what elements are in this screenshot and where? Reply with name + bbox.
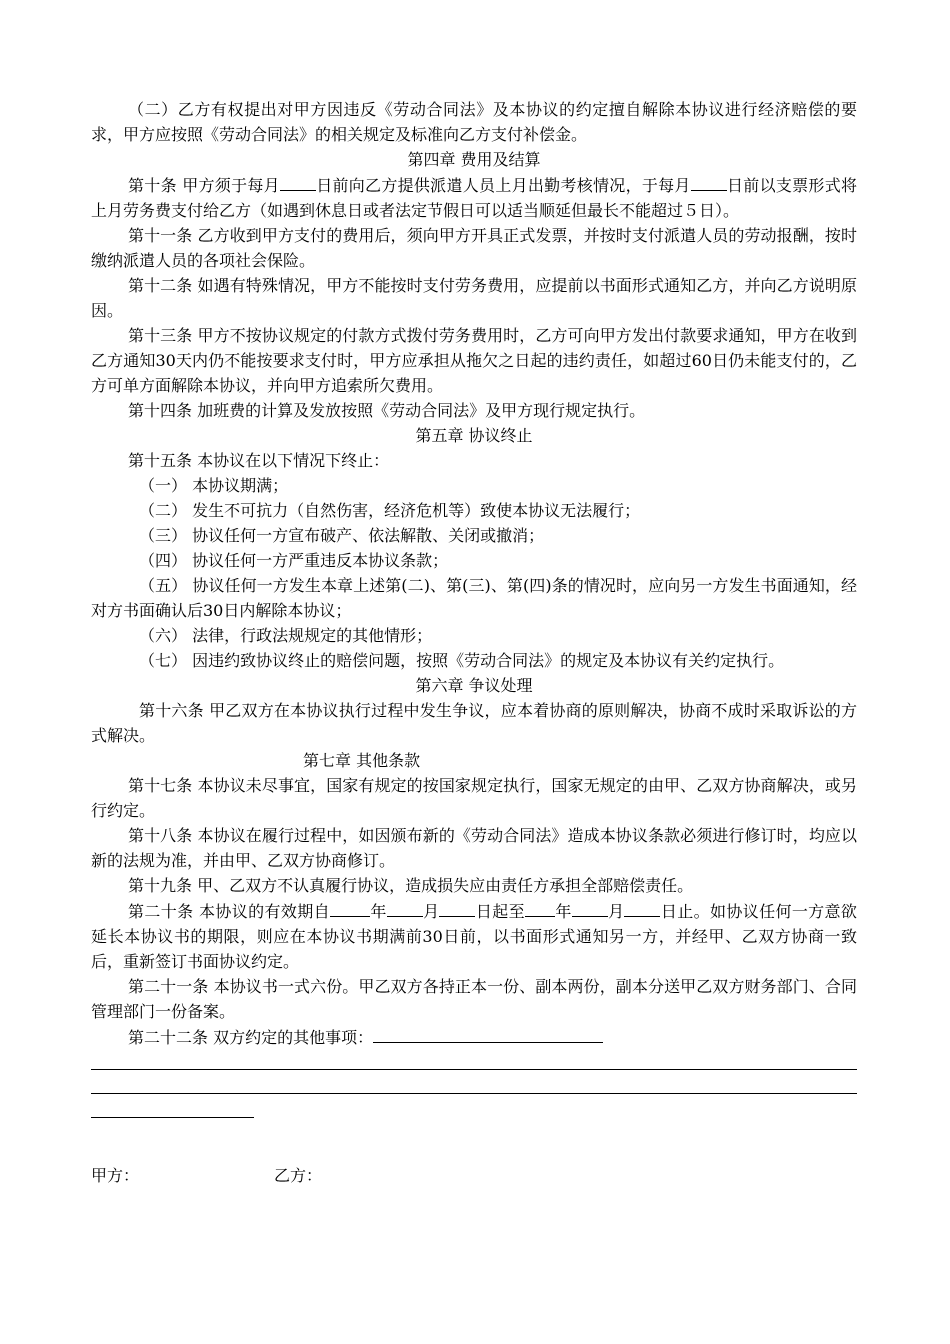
article-12: 第十二条 如遇有特殊情况，甲方不能按时支付劳务费用，应提前以书面形式通知乙方，并向乙方说明原因。 [91, 276, 857, 320]
article-15: 第十五条 本协议在以下情况下终止： [128, 451, 390, 470]
document-page [91, 97, 857, 1188]
paragraph-2-compensation: （二）乙方有权提出对甲方因违反《劳动合同法》及本协议的约定擅自解除本协议进行经济赔偿的要求，甲方应按照《劳动合同法》的相关规定及标准向乙方支付补偿金。 [91, 100, 857, 144]
clause-6: （六） 法律，行政法规规定的其他情形； [139, 626, 433, 645]
article-13: 第十三条 甲方不按协议规定的付款方式拨付劳务费用时，乙方可向甲方发出付款要求通知，甲方在收到乙方通知30天内仍不能按要求支付时，甲方应承担从拖欠之日起的违约责任，如超过60日仍未能支付的，乙方可单方面解除本协议，并向甲方追索所欠费用。 [91, 326, 857, 395]
signature-row [91, 1163, 857, 1188]
blank-line-1[interactable] [91, 1050, 857, 1070]
chapter-5-heading: 第五章 协议终止 [415, 426, 533, 445]
blank-other-matters[interactable] [373, 1024, 603, 1043]
chapter-7-heading: 第七章 其他条款 [303, 751, 421, 770]
blank-end-day[interactable] [624, 898, 660, 917]
article-17: 第十七条 本协议未尽事宜，国家有规定的按国家规定执行，国家无规定的由甲、乙双方协商解决，或另行约定。 [91, 776, 857, 820]
blank-end-year[interactable] [525, 898, 555, 917]
article-18: 第十八条 本协议在履行过程中，如因颁布新的《劳动合同法》造成本协议条款必须进行修订时，均应以新的法规为准，并由甲、乙双方协商修订。 [91, 826, 857, 870]
blank-start-day[interactable] [439, 898, 475, 917]
blank-day-1[interactable] [280, 172, 316, 191]
clause-2: （二） 发生不可抗力（自然伤害，经济危机等）致使本协议无法履行； [139, 501, 641, 520]
chapter-6-heading: 第六章 争议处理 [415, 676, 533, 695]
article-21: 第二十一条 本协议书一式六份。甲乙双方各持正本一份、副本两份，副本分送甲乙双方财务部门、合同管理部门一份备案。 [91, 977, 857, 1021]
party-a-signature: 甲方： [91, 1166, 140, 1185]
party-b-signature: 乙方： [274, 1166, 323, 1185]
clause-7: （七） 因违约致协议终止的赔偿问题，按照《劳动合同法》的规定及本协议有关约定执行。 [139, 651, 785, 670]
article-20: 第二十条 本协议的有效期自 年 月 日起至 年 月 日止。如协议任何一方意欲延长本协议书的期限，则应在本协议书期满前30日前，以书面形式通知另一方，并经甲、乙双方协商一致后，重新签订书面协议约定。 [91, 898, 857, 974]
blank-end-month[interactable] [572, 898, 608, 917]
article-22: 第二十二条 双方约定的其他事项： [91, 1024, 857, 1050]
chapter-4-heading: 第四章 费用及结算 [407, 150, 541, 169]
article-16: 第十六条 甲乙双方在本协议执行过程中发生争议，应本着协商的原则解决，协商不成时采取诉讼的方式解决。 [91, 701, 857, 745]
blank-start-month[interactable] [387, 898, 423, 917]
article-11: 第十一条 乙方收到甲方支付的费用后，须向甲方开具正式发票，并按时支付派遣人员的劳动报酬，按时缴纳派遣人员的各项社会保险。 [91, 226, 857, 270]
article-10: 第十条 甲方须于每月 日前向乙方提供派遣人员上月出勤考核情况，于每月 日前以支票形式将上月劳务费支付给乙方（如遇到休息日或者法定节假日可以适当顺延但最长不能超过５日）。 [91, 172, 857, 223]
blank-day-2[interactable] [691, 172, 727, 191]
clause-4: （四） 协议任何一方严重违反本协议条款； [139, 551, 449, 570]
blank-start-year[interactable] [330, 898, 370, 917]
clause-3: （三） 协议任何一方宣布破产、依法解散、关闭或撤消； [139, 526, 545, 545]
blank-line-2[interactable] [91, 1074, 857, 1094]
article-14: 第十四条 加班费的计算及发放按照《劳动合同法》及甲方现行规定执行。 [128, 401, 646, 420]
clause-5: （五） 协议任何一方发生本章上述第(二)、第(三)、第(四)条的情况时，应向另一方发生书面通知，经对方书面确认后30日内解除本协议； [91, 576, 857, 620]
clause-1: （一） 本协议期满； [139, 476, 289, 495]
article-19: 第十九条 甲、乙双方不认真履行协议，造成损失应由责任方承担全部赔偿责任。 [128, 876, 694, 895]
blank-line-3[interactable] [91, 1098, 254, 1118]
